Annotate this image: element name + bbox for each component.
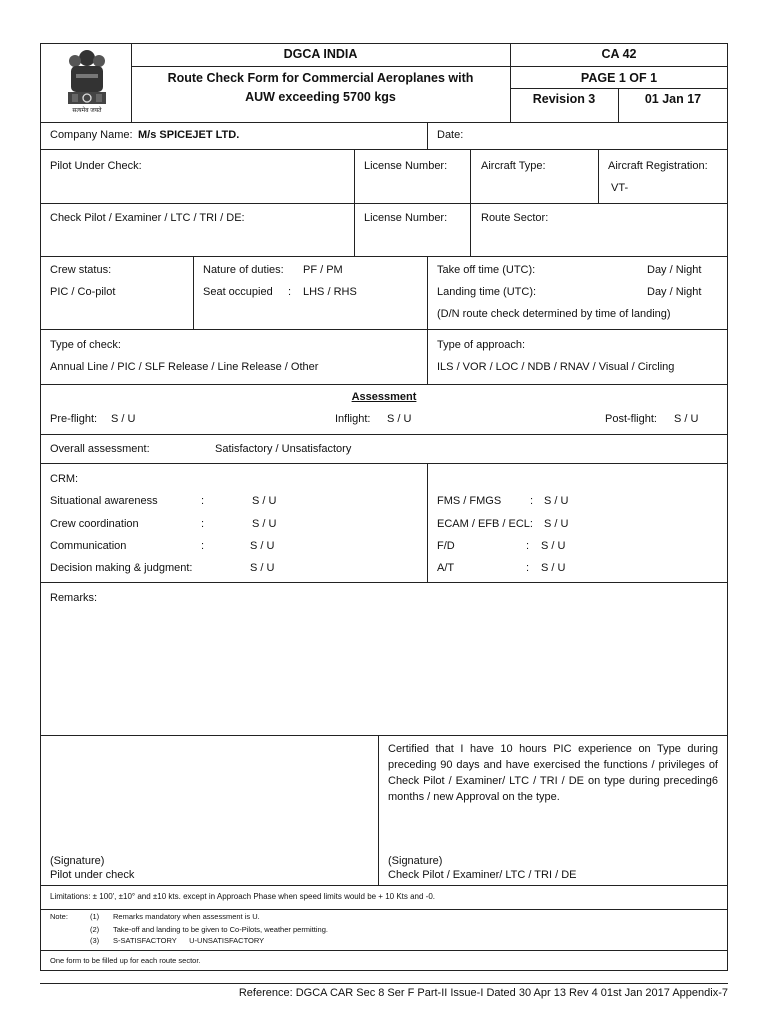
landing-time-label: Landing time (UTC): bbox=[437, 286, 537, 298]
crm-right-value[interactable]: S / U bbox=[544, 495, 569, 507]
note-text: S-SATISFACTORY U-UNSATISFACTORY bbox=[113, 936, 265, 945]
pilot-under-check-label: Pilot Under Check: bbox=[50, 160, 142, 172]
reference-text: Reference: DGCA CAR Sec 8 Ser F Part-II Issue-I Dated 30 Apr 13 Rev 4 01st Jan 2017 Appendix-7 bbox=[238, 987, 728, 999]
seat-occupied-value[interactable]: LHS / RHS bbox=[303, 286, 357, 298]
crm-left-value[interactable]: S / U bbox=[250, 540, 275, 552]
pilot-signature-area[interactable] bbox=[45, 740, 373, 850]
type-of-check-value[interactable]: Annual Line / PIC / SLF Release / Line Release / Other bbox=[50, 361, 319, 373]
national-emblem-logo bbox=[62, 46, 112, 120]
revision-date: 01 Jan 17 bbox=[644, 92, 702, 106]
preflight-label: Pre-flight: bbox=[50, 413, 98, 425]
overall-assessment-value[interactable]: Satisfactory / Unsatisfactory bbox=[215, 443, 352, 455]
note-number: (2) bbox=[90, 925, 100, 934]
inflight-value[interactable]: S / U bbox=[387, 413, 412, 425]
landing-time-value[interactable]: Day / Night bbox=[647, 286, 702, 298]
row-divider bbox=[40, 434, 728, 435]
crm-left-label: Situational awareness bbox=[50, 495, 158, 507]
note-number: (3) bbox=[90, 936, 100, 945]
overall-assessment-label: Overall assessment: bbox=[50, 443, 150, 455]
crm-left-label: Crew coordination bbox=[50, 518, 139, 530]
crm-right-label: A/T bbox=[437, 562, 455, 574]
date-label: Date: bbox=[437, 129, 464, 141]
aircraft-type-label: Aircraft Type: bbox=[481, 160, 546, 172]
org-name: DGCA INDIA bbox=[283, 47, 358, 61]
nature-of-duties-label: Nature of duties: bbox=[203, 264, 284, 276]
check-pilot-license-label: License Number: bbox=[364, 212, 448, 224]
col-divider bbox=[427, 256, 428, 329]
form-title-line2: AUW exceeding 5700 kgs bbox=[245, 90, 396, 104]
crm-right-label: FMS / FMGS bbox=[437, 495, 502, 507]
crm-right-colon: : bbox=[530, 495, 534, 507]
row-divider bbox=[40, 463, 728, 464]
check-pilot-signature-role: Check Pilot / Examiner/ LTC / TRI / DE bbox=[388, 869, 577, 881]
company-name-value[interactable]: M/s SPICEJET LTD. bbox=[138, 129, 240, 141]
crm-left-value[interactable]: S / U bbox=[252, 518, 277, 530]
crm-left-label: Decision making & judgment: bbox=[50, 562, 193, 574]
crm-right-label: ECAM / EFB / ECL: bbox=[437, 518, 533, 530]
col-divider bbox=[378, 735, 379, 885]
crm-right-value[interactable]: S / U bbox=[541, 540, 566, 552]
crm-left-label: Communication bbox=[50, 540, 127, 552]
crew-status-value[interactable]: PIC / Co-pilot bbox=[50, 286, 116, 298]
reference-rule bbox=[40, 983, 728, 984]
note-number: (1) bbox=[90, 912, 100, 921]
crm-right-value[interactable]: S / U bbox=[541, 562, 566, 574]
col-divider bbox=[354, 149, 355, 256]
seat-occupied-colon: : bbox=[288, 286, 292, 298]
row-divider bbox=[40, 256, 728, 257]
emblem-motto: सत्यमेव जयते bbox=[72, 108, 102, 114]
takeoff-time-label: Take off time (UTC): bbox=[437, 264, 536, 276]
row-divider bbox=[40, 885, 728, 886]
postflight-value[interactable]: S / U bbox=[674, 413, 699, 425]
row-divider bbox=[40, 149, 728, 150]
crm-title: CRM: bbox=[50, 473, 79, 485]
crm-left-value[interactable]: S / U bbox=[252, 495, 277, 507]
date-field[interactable] bbox=[470, 126, 720, 146]
row-divider bbox=[40, 735, 728, 736]
row-divider bbox=[40, 203, 728, 204]
preflight-value[interactable]: S / U bbox=[111, 413, 136, 425]
crm-left-value[interactable]: S / U bbox=[250, 562, 275, 574]
row-divider bbox=[40, 329, 728, 330]
aircraft-registration-label: Aircraft Registration: bbox=[608, 160, 708, 172]
col-divider bbox=[193, 256, 194, 329]
certification-text: Certified that I have 10 hours PIC experience on Type during preceding 90 days and have exercised the functions / privileges of Check Pilot / Examiner/ LTC / TRI / DE on type during preceding6 months / new Approval on the type. bbox=[388, 743, 718, 803]
crm-right-label: F/D bbox=[437, 540, 455, 552]
col-divider bbox=[427, 329, 428, 384]
inflight-label: Inflight: bbox=[335, 413, 371, 425]
limitations-text: Limitations: ± 100', ±10° and ±10 kts. except in Approach Phase when speed limits would be + 10 Kts and -0. bbox=[50, 892, 436, 901]
check-pilot-signature-label: (Signature) bbox=[388, 855, 443, 867]
form-title-line1: Route Check Form for Commercial Aeroplanes with bbox=[167, 71, 474, 85]
col-divider bbox=[470, 149, 471, 256]
header-divider bbox=[510, 88, 728, 89]
notes-label: Note: bbox=[50, 912, 68, 921]
crm-right-colon: : bbox=[526, 562, 530, 574]
row-divider bbox=[40, 950, 728, 951]
row-divider bbox=[40, 582, 728, 583]
note-text: Remarks mandatory when assessment is U. bbox=[113, 912, 260, 921]
pilot-signature-label: (Signature) bbox=[50, 855, 105, 867]
col-divider bbox=[427, 122, 428, 149]
col-divider bbox=[598, 149, 599, 203]
nature-of-duties-value[interactable]: PF / PM bbox=[303, 264, 343, 276]
assessment-title: Assessment bbox=[351, 391, 417, 403]
row-divider bbox=[40, 909, 728, 910]
type-of-approach-value[interactable]: ILS / VOR / LOC / NDB / RNAV / Visual / Circling bbox=[437, 361, 675, 373]
check-pilot-label: Check Pilot / Examiner / LTC / TRI / DE: bbox=[50, 212, 245, 224]
header-divider bbox=[131, 66, 728, 67]
pilot-signature-role: Pilot under check bbox=[50, 869, 135, 881]
remarks-label: Remarks: bbox=[50, 592, 98, 604]
crew-status-label: Crew status: bbox=[50, 264, 112, 276]
pilot-license-label: License Number: bbox=[364, 160, 448, 172]
remarks-field[interactable] bbox=[45, 608, 723, 730]
form-code: CA 42 bbox=[601, 47, 637, 61]
col-divider bbox=[427, 463, 428, 582]
crm-left-colon: : bbox=[201, 518, 205, 530]
crm-right-value[interactable]: S / U bbox=[544, 518, 569, 530]
crm-left-colon: : bbox=[201, 540, 205, 552]
postflight-label: Post-flight: bbox=[605, 413, 657, 425]
footer-note: One form to be filled up for each route sector. bbox=[50, 956, 201, 965]
aircraft-registration-value[interactable]: VT- bbox=[611, 182, 629, 194]
page-number: PAGE 1 OF 1 bbox=[580, 71, 658, 85]
crm-left-colon: : bbox=[201, 495, 205, 507]
seat-occupied-label: Seat occupied bbox=[203, 286, 273, 298]
takeoff-time-value[interactable]: Day / Night bbox=[647, 264, 702, 276]
row-divider bbox=[40, 384, 728, 385]
type-of-approach-label: Type of approach: bbox=[437, 339, 526, 351]
dn-route-note: (D/N route check determined by time of landing) bbox=[437, 308, 671, 320]
crm-right-colon: : bbox=[526, 540, 530, 552]
company-name-label: Company Name: bbox=[50, 129, 133, 141]
note-text: Take-off and landing to be given to Co-Pilots, weather permitting. bbox=[113, 925, 328, 934]
route-sector-label: Route Sector: bbox=[481, 212, 549, 224]
revision: Revision 3 bbox=[532, 92, 596, 106]
type-of-check-label: Type of check: bbox=[50, 339, 121, 351]
